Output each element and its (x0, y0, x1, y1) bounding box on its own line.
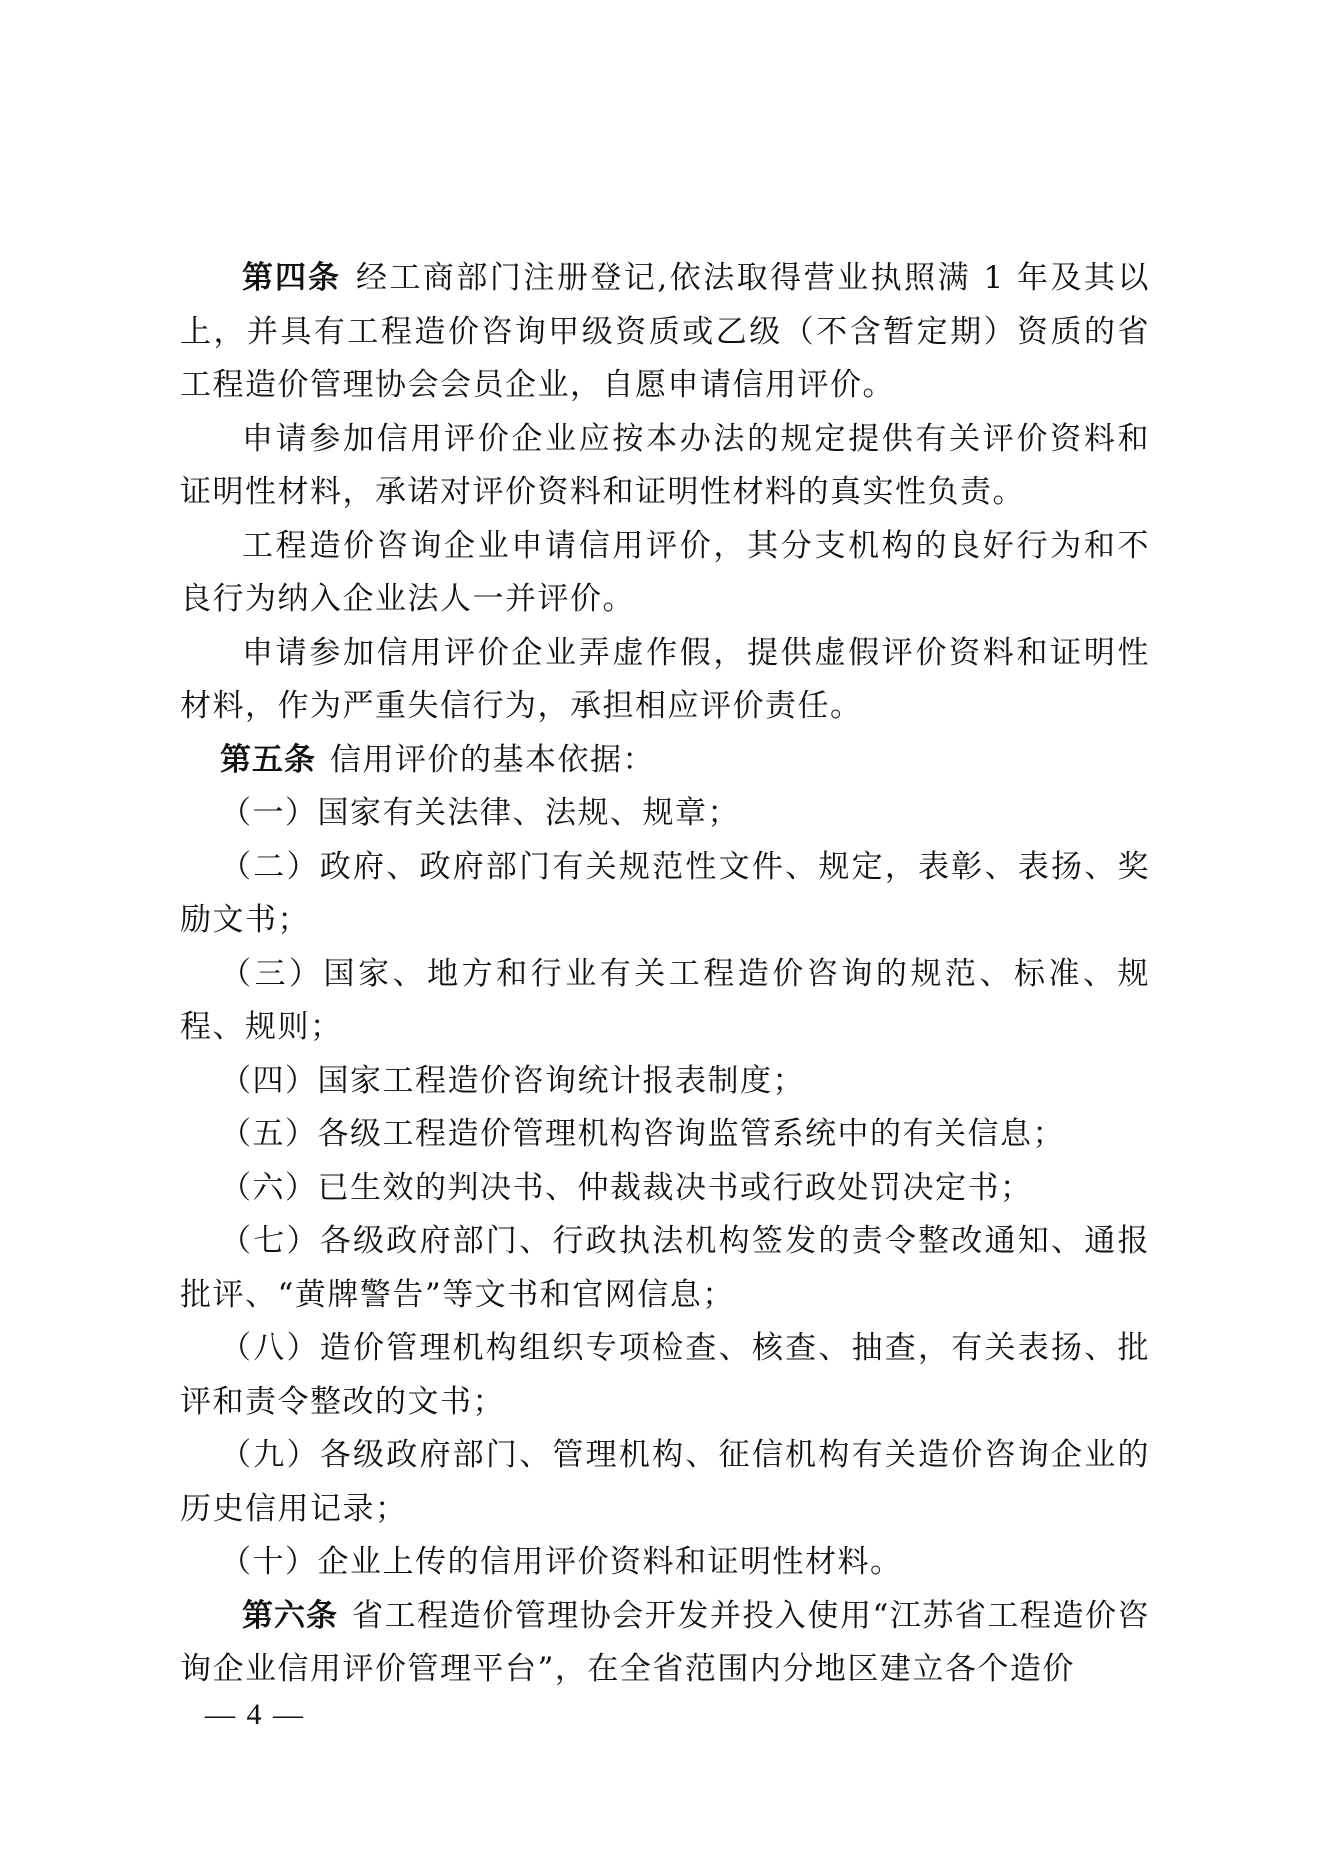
article-5-item-3: （三）国家、地方和行业有关工程造价咨询的规范、标准、规程、规则； (180, 955, 1150, 1045)
article-5-intro-text: 信用评价的基本依据： (330, 741, 655, 778)
article-4-label: 第四条 (242, 260, 341, 296)
article-4-text: 经工商部门注册登记,依法取得营业执照满 1 年及其以上，并具有工程造价咨询甲级资质或乙级（不含暂定期）资质的省工程造价管理协会会员企业，自愿申请信用评价。 (180, 260, 1150, 403)
article-5-intro (180, 734, 1150, 788)
article-5-item-9: （九）各级政府部门、管理机构、征信机构有关造价咨询企业的历史信用记录； (180, 1437, 1150, 1527)
article-5-item-8: （八）造价管理机构组织专项检查、核查、抽查，有关表扬、批评和责令整改的文书； (180, 1330, 1150, 1420)
article-5-item-10: （十）企业上传的信用评价资料和证明性材料。 (220, 1544, 903, 1580)
article-5-item-7: （七）各级政府部门、行政执法机构签发的责令整改通知、通报批评、“黄牌警告”等文书和官网信息； (180, 1223, 1150, 1313)
article-5-item-5: （五）各级工程造价管理机构咨询监管系统中的有关信息； (220, 1116, 1065, 1152)
article-5-item-4: （四）国家工程造价咨询统计报表制度； (220, 1062, 805, 1099)
article-5-item-2: （二）政府、政府部门有关规范性文件、规定，表彰、表扬、奖励文书； (180, 848, 1150, 938)
article-4-paragraph-3: 工程造价咨询企业申请信用评价，其分支机构的良好行为和不良行为纳入企业法人一并评价。 (180, 527, 1150, 617)
article-4-paragraph-4: 申请参加信用评价企业弄虚作假，提供虚假评价资料和证明性材料，作为严重失信行为，承担相应评价责任。 (180, 634, 1150, 724)
document-body (180, 252, 1150, 1697)
article-5-label: 第五条 (220, 741, 316, 778)
article-6-text: 省工程造价管理协会开发并投入使用“江苏省工程造价咨询企业信用评价管理平台”，在全省范围内分地区建立各个造价 (180, 1597, 1150, 1687)
article-4-paragraph-1 (180, 252, 1150, 413)
page-number: — 4 — (205, 1698, 305, 1731)
article-4-paragraph-2: 申请参加信用评价企业应按本办法的规定提供有关评价资料和证明性材料，承诺对评价资料和证明性材料的真实性负责。 (180, 420, 1150, 510)
article-6-label: 第六条 (242, 1597, 339, 1634)
article-5-item-1: （一）国家有关法律、法规、规章； (220, 795, 740, 831)
article-5-item-6: （六）已生效的判决书、仲裁裁决书或行政处罚决定书； (220, 1169, 1033, 1206)
article-6-paragraph (180, 1590, 1150, 1697)
